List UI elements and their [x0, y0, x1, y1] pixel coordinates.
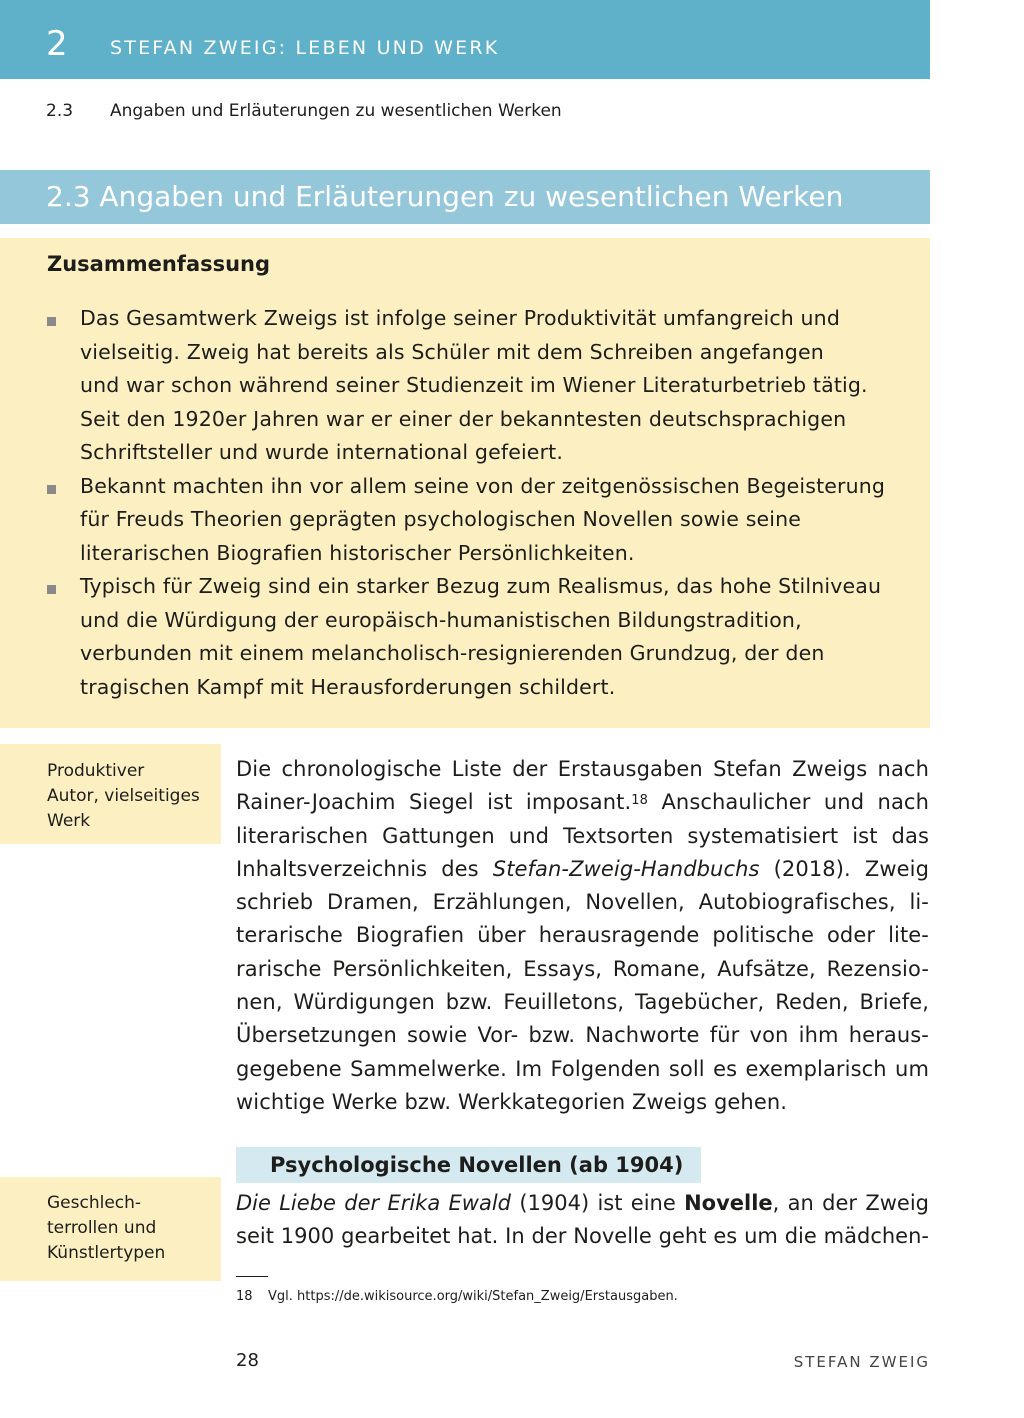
book-title-italic: Stefan-Zweig-Handbuchs: [492, 856, 760, 881]
summary-title: Zusammenfassung: [47, 252, 271, 276]
chapter-header-band: [0, 0, 930, 79]
chapter-number: 2: [46, 24, 68, 64]
running-head: [46, 100, 562, 122]
footnote-number: 18: [236, 1289, 253, 1304]
margin-note-productive-author: Produktiver Autor, vielseitiges Werk: [0, 744, 221, 844]
page-number: 28: [236, 1350, 259, 1371]
chapter-title: STEFAN ZWEIG: LEBEN UND WERK: [110, 37, 500, 59]
footer-book-title: STEFAN ZWEIG: [793, 1353, 930, 1371]
footnote-reference[interactable]: 18: [631, 793, 649, 809]
summary-bullet: Bekannt machten ihn vor allem seine von der zeitgenössischen Begeisterung für Freuds Theorien geprägten psychologischen Novellen sowie seine literarischen Biografien historischer Persönlichkeiten.: [47, 470, 927, 571]
summary-bullet-list: [47, 302, 927, 704]
section-heading: 2.3 Angaben und Erläuterungen zu wesentlichen Werken: [46, 180, 844, 213]
square-bullet-icon: [47, 485, 56, 494]
running-section-title: Angaben und Erläuterungen zu wesentlichen Werken: [110, 101, 562, 121]
running-section-number: 2.3: [46, 101, 74, 121]
footnote: [236, 1288, 678, 1306]
body-paragraph: Die chronologische Liste der Erstausgaben Stefan Zweigs nach Rainer-Joachim Siegel ist imposant.$^{18}$ Anschaulicher und nach literarischen Gattungen und Textsorten systematisiert ist das Inhaltsverzeichnis des Stefan-Zweig-Handbuchs (2018). Zweig schrieb Dramen, Erzählungen, Novellen, Autobiografisches, li- terarische Biografien über herausragende politische oder lite- rarische Persönlichkeiten, Essays, Romane, Aufsätze, Rezensio- nen, Würdigungen bzw. Feuilletons, Tagebücher, Reden, Briefe, Übersetzungen sowie Vor- bzw. Nachworte für von ihm heraus- gegebene Sammelwerke. Im Folgenden soll es exemplarisch um wichtige Werke bzw. Werkkategorien Zweigs gehen.: [236, 757, 929, 1114]
summary-bullet: Typisch für Zweig sind ein starker Bezug zum Realismus, das hohe Stilniveau und die Würdigung der europäisch-humanistischen Bildungstradition, verbunden mit einem melancholisch-resignierenden Grundzug, der den tragischen Kampf mit Herausforderungen schildert.: [47, 570, 927, 704]
footnote-text[interactable]: Vgl. https://de.wikisource.org/wiki/Stefan_Zweig/Erstausgaben.: [268, 1289, 678, 1304]
summary-bullet: Das Gesamtwerk Zweigs ist infolge seiner Produktivität umfangreich und vielseitig. Zweig hat bereits als Schüler mit dem Schreiben angefangen und war schon während seiner Studienzeit im Wiener Literaturbetrieb tätig. Seit den 1920er Jahren war er einer der bekanntesten deutschsprachigen Schriftsteller und wurde international gefeiert.: [47, 302, 927, 470]
margin-note-gender-roles: Geschlech- terrollen und Künstlertypen: [0, 1177, 221, 1281]
body-paragraph-2: Die Liebe der Erika Ewald (1904) ist eine Novelle, an der Zweig seit 1900 gearbeitet hat. In der Novelle geht es um die mädchen-: [236, 1191, 929, 1249]
keyword-bold: Novelle: [684, 1191, 773, 1215]
square-bullet-icon: [47, 585, 56, 594]
square-bullet-icon: [47, 317, 56, 326]
novella-title-italic: Die Liebe der Erika Ewald: [236, 1191, 512, 1215]
section-heading-band: [0, 170, 930, 224]
footnote-rule: [236, 1276, 268, 1277]
subheading: Psychologische Novellen (ab 1904): [270, 1153, 684, 1177]
subheading-band: [236, 1147, 701, 1183]
